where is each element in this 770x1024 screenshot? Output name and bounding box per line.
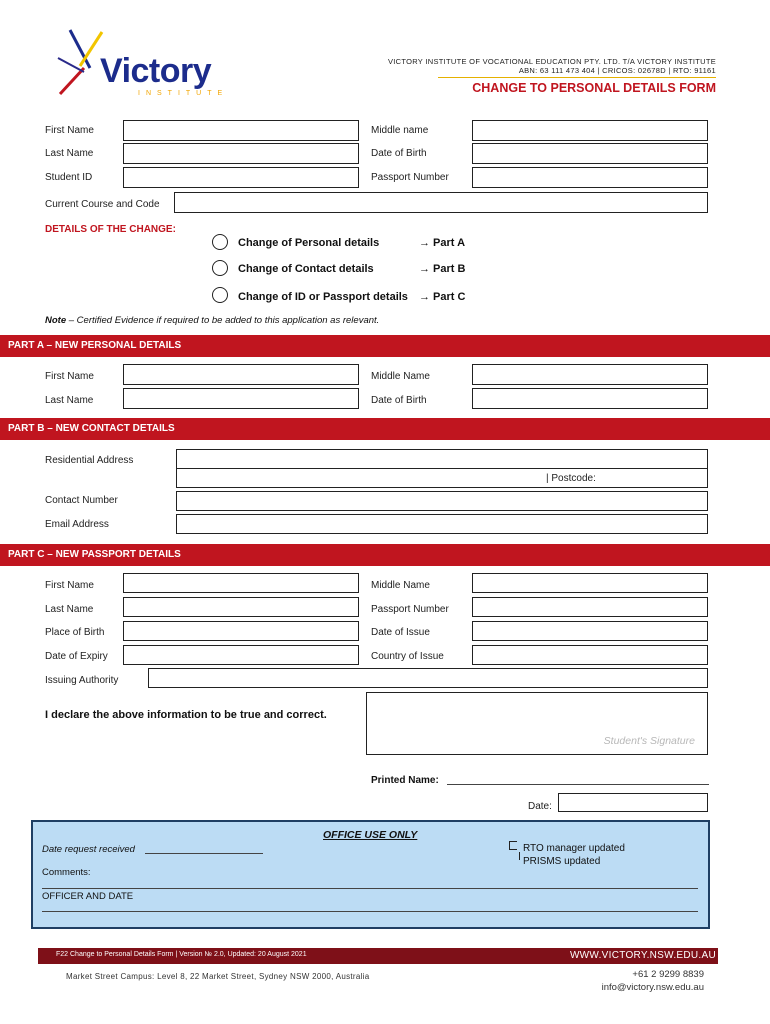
label-date-received: Date request received <box>42 844 135 855</box>
last-name-field[interactable] <box>123 143 359 164</box>
footer-phone: +61 2 9299 8839 <box>632 969 704 980</box>
label-c-first-name: First Name <box>45 580 94 591</box>
contact-field[interactable] <box>176 491 708 511</box>
date-field[interactable] <box>558 793 708 812</box>
checkbox-prisms-icon[interactable] <box>514 852 520 860</box>
comments-line[interactable] <box>42 888 698 889</box>
student-id-field[interactable] <box>123 167 359 188</box>
label-c-last-name: Last Name <box>45 604 94 615</box>
checkbox-rto-icon[interactable] <box>509 841 517 850</box>
label-a-middle-name: Middle Name <box>371 371 430 382</box>
part-a-heading: PART A – NEW PERSONAL DETAILS <box>0 335 770 357</box>
label-last-name: Last Name <box>45 148 94 159</box>
note-text: – Certified Evidence if required to be added to this application as relevant. <box>66 315 380 326</box>
label-c-passport: Passport Number <box>371 604 449 615</box>
label-a-dob: Date of Birth <box>371 395 427 406</box>
office-use-panel <box>31 820 710 929</box>
dob-field[interactable] <box>472 143 708 164</box>
c-coi-field[interactable] <box>472 645 708 665</box>
passport-field[interactable] <box>472 167 708 188</box>
label-dob: Date of Birth <box>371 148 427 159</box>
option-personal-part: → Part A <box>419 237 466 249</box>
label-comments: Comments: <box>42 867 91 878</box>
label-first-name: First Name <box>45 125 94 136</box>
footer-bar <box>38 948 718 964</box>
label-a-first-name: First Name <box>45 371 94 382</box>
note-label: Note <box>45 315 67 326</box>
course-field[interactable] <box>174 192 708 213</box>
label-c-middle-name: Middle Name <box>371 580 430 591</box>
option-contact-part: → Part B <box>419 263 466 275</box>
logo <box>50 28 250 100</box>
footer-version: F22 Change to Personal Details Form | Version № 2.0, Updated: 20 August 2021 <box>56 951 307 958</box>
logo-word: Victory <box>100 52 212 90</box>
label-middle-name: Middle name <box>371 125 429 136</box>
org-name: VICTORY INSTITUTE OF VOCATIONAL EDUCATION PTY. LTD. T/A VICTORY INSTITUTE <box>387 57 716 66</box>
label-c-authority: Issuing Authority <box>45 675 119 686</box>
note <box>45 315 379 326</box>
a-first-name-field[interactable] <box>123 364 359 385</box>
label-c-doe: Date of Expiry <box>45 651 108 662</box>
declaration-text: I declare the above information to be true and correct. <box>45 709 327 721</box>
signature-box[interactable] <box>366 692 708 755</box>
c-pob-field[interactable] <box>123 621 359 641</box>
radio-passport[interactable] <box>212 287 228 303</box>
header-rule <box>438 77 716 78</box>
part-c-heading: PART C – NEW PASSPORT DETAILS <box>0 544 770 566</box>
org-registration: ABN: 63 111 473 404 | CRICOS: 02678D | RTO: 91161 <box>518 66 716 75</box>
part-b-heading: PART B – NEW CONTACT DETAILS <box>0 418 770 440</box>
label-c-doi: Date of Issue <box>371 627 430 638</box>
form-title: CHANGE TO PERSONAL DETAILS FORM <box>472 81 716 95</box>
a-last-name-field[interactable] <box>123 388 359 409</box>
footer-address: Market Street Campus: Level 8, 22 Market Street, Sydney NSW 2000, Australia <box>66 972 370 981</box>
option-passport-part: → Part C <box>419 291 466 303</box>
middle-name-field[interactable] <box>472 120 708 141</box>
label-postcode: | Postcode: <box>546 473 596 484</box>
c-passport-field[interactable] <box>472 597 708 617</box>
footer-website[interactable]: WWW.VICTORY.NSW.EDU.AU <box>569 950 716 961</box>
radio-contact[interactable] <box>212 260 228 276</box>
c-middle-name-field[interactable] <box>472 573 708 593</box>
first-name-field[interactable] <box>123 120 359 141</box>
rto-label: RTO manager updated <box>523 843 625 854</box>
address-field-line2[interactable] <box>176 468 708 488</box>
c-doe-field[interactable] <box>123 645 359 665</box>
label-course: Current Course and Code <box>45 199 160 210</box>
signature-placeholder: Student's Signature <box>603 735 695 747</box>
address-field[interactable] <box>176 449 708 469</box>
officer-line[interactable] <box>42 911 698 912</box>
option-contact: Change of Contact details <box>238 263 374 275</box>
change-heading: DETAILS OF THE CHANGE: <box>45 224 176 235</box>
label-student-id: Student ID <box>45 172 93 183</box>
office-title: OFFICE USE ONLY <box>323 829 418 841</box>
label-contact: Contact Number <box>45 495 118 506</box>
label-c-coi: Country of Issue <box>371 651 444 662</box>
footer-email[interactable]: info@victory.nsw.edu.au <box>601 982 704 993</box>
prisms-label: PRISMS updated <box>523 856 601 867</box>
c-last-name-field[interactable] <box>123 597 359 617</box>
a-dob-field[interactable] <box>472 388 708 409</box>
c-doi-field[interactable] <box>472 621 708 641</box>
option-personal: Change of Personal details <box>238 237 380 249</box>
email-field[interactable] <box>176 514 708 534</box>
label-c-pob: Place of Birth <box>45 627 105 638</box>
c-first-name-field[interactable] <box>123 573 359 593</box>
a-middle-name-field[interactable] <box>472 364 708 385</box>
logo-sub: INSTITUTE <box>138 90 229 97</box>
option-passport: Change of ID or Passport details <box>238 291 408 303</box>
label-email: Email Address <box>45 519 109 530</box>
label-address: Residential Address <box>45 455 134 466</box>
label-a-last-name: Last Name <box>45 395 94 406</box>
printed-name-line[interactable] <box>447 784 709 785</box>
label-officer: OFFICER AND DATE <box>42 891 134 902</box>
date-received-line[interactable] <box>145 853 263 854</box>
c-authority-field[interactable] <box>148 668 708 688</box>
label-date: Date: <box>528 801 552 812</box>
radio-personal[interactable] <box>212 234 228 250</box>
label-printed-name: Printed Name: <box>371 775 439 786</box>
label-passport: Passport Number <box>371 172 449 183</box>
